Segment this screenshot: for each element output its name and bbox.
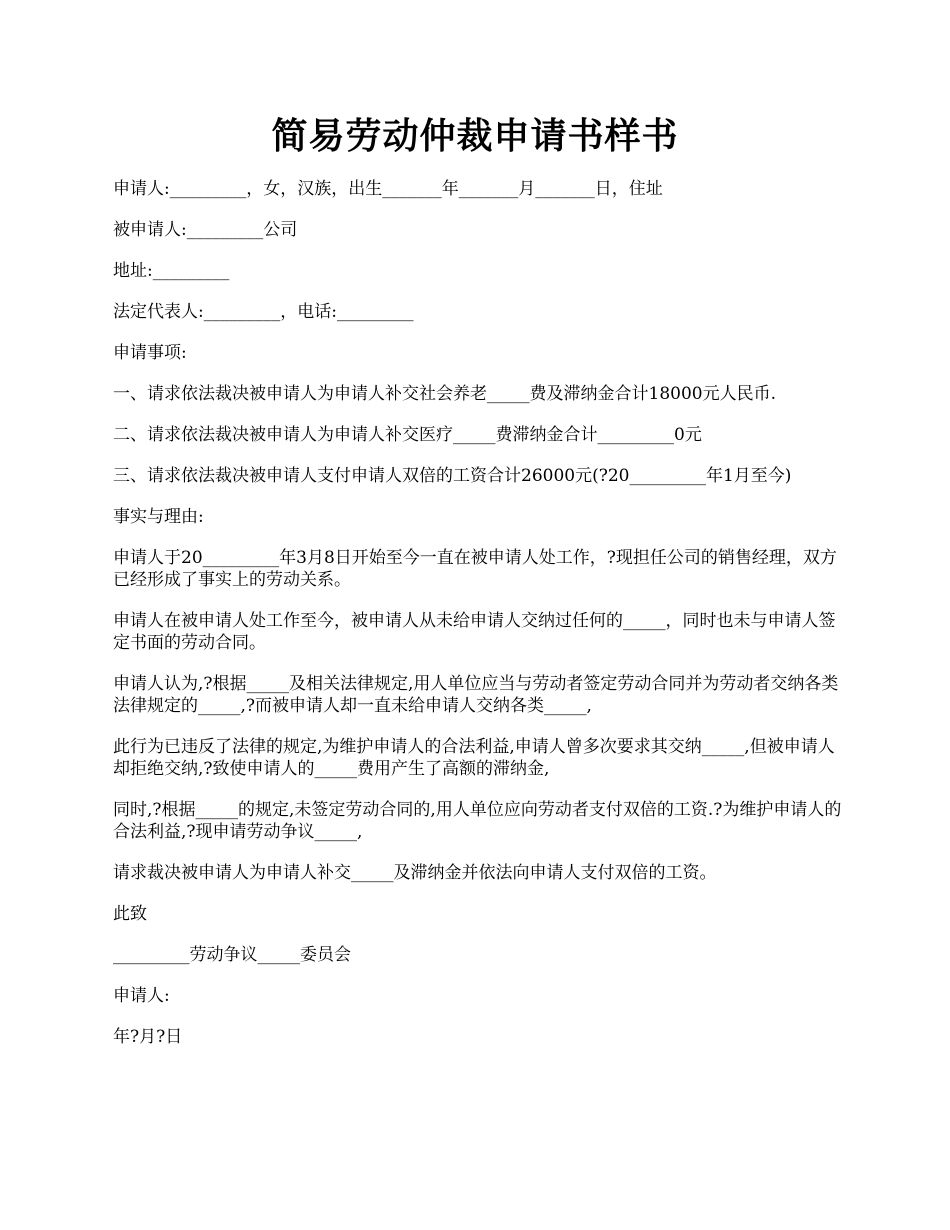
- claims-heading: 申请事项:: [113, 343, 187, 363]
- applicant-info: 申请人:_________，女，汉族，出生_______年_______月_______日，住址: [113, 179, 663, 199]
- signature-date: 年?月?日: [113, 1027, 183, 1047]
- claim-item-1: 一、请求依法裁决被申请人为申请人补交社会养老_____费及滞纳金合计18000元人民币.: [113, 384, 776, 404]
- facts-paragraph-1: 申请人于20_________年3月8日开始至今一直在被申请人处工作，?现担任公司的销售经理，双方已经形成了事实上的劳动关系。: [113, 548, 837, 590]
- facts-heading: 事实与理由:: [113, 507, 204, 527]
- respondent-info: 被申请人:_________公司: [113, 220, 298, 240]
- request-paragraph: 请求裁决被申请人为申请人补交_____及滞纳金并依法向申请人支付双倍的工资。: [113, 863, 717, 883]
- facts-paragraph-5: 同时,?根据_____的规定,未签定劳动合同的,用人单位应向劳动者支付双倍的工资.?为维护申请人的合法利益,?现申请劳动争议_____,: [113, 800, 842, 842]
- salutation: 此致: [113, 904, 147, 924]
- facts-paragraph-3: 申请人认为,?根据_____及相关法律规定,用人单位应当与劳动者签定劳动合同并为劳动者交纳各类法律规定的_____,?而被申请人却一直未给申请人交纳各类_____,: [113, 674, 839, 716]
- respondent-address: 地址:_________: [113, 261, 230, 281]
- legal-representative: 法定代表人:_________，电话:_________: [113, 302, 414, 322]
- claim-item-2: 二、请求依法裁决被申请人为申请人补交医疗_____费滞纳金合计_________0元: [113, 425, 702, 445]
- recipient-committee: _________劳动争议_____委员会: [113, 945, 351, 965]
- facts-paragraph-2: 申请人在被申请人处工作至今，被申请人从未给申请人交纳过任何的_____，同时也未与申请人签定书面的劳动合同。: [113, 611, 836, 653]
- facts-paragraph-4: 此行为已违反了法律的规定,为维护申请人的合法利益,申请人曾多次要求其交纳_____,但被申请人却拒绝交纳,?致使申请人的_____费用产生了高额的滞纳金,: [113, 737, 835, 779]
- signature-applicant: 申请人:: [113, 986, 170, 1006]
- document-title: 简易劳动仲裁申请书样书: [271, 115, 679, 157]
- document-body: [113, 178, 843, 1067]
- claim-item-3: 三、请求依法裁决被申请人支付申请人双倍的工资合计26000元(?20_________年1月至今): [113, 466, 792, 486]
